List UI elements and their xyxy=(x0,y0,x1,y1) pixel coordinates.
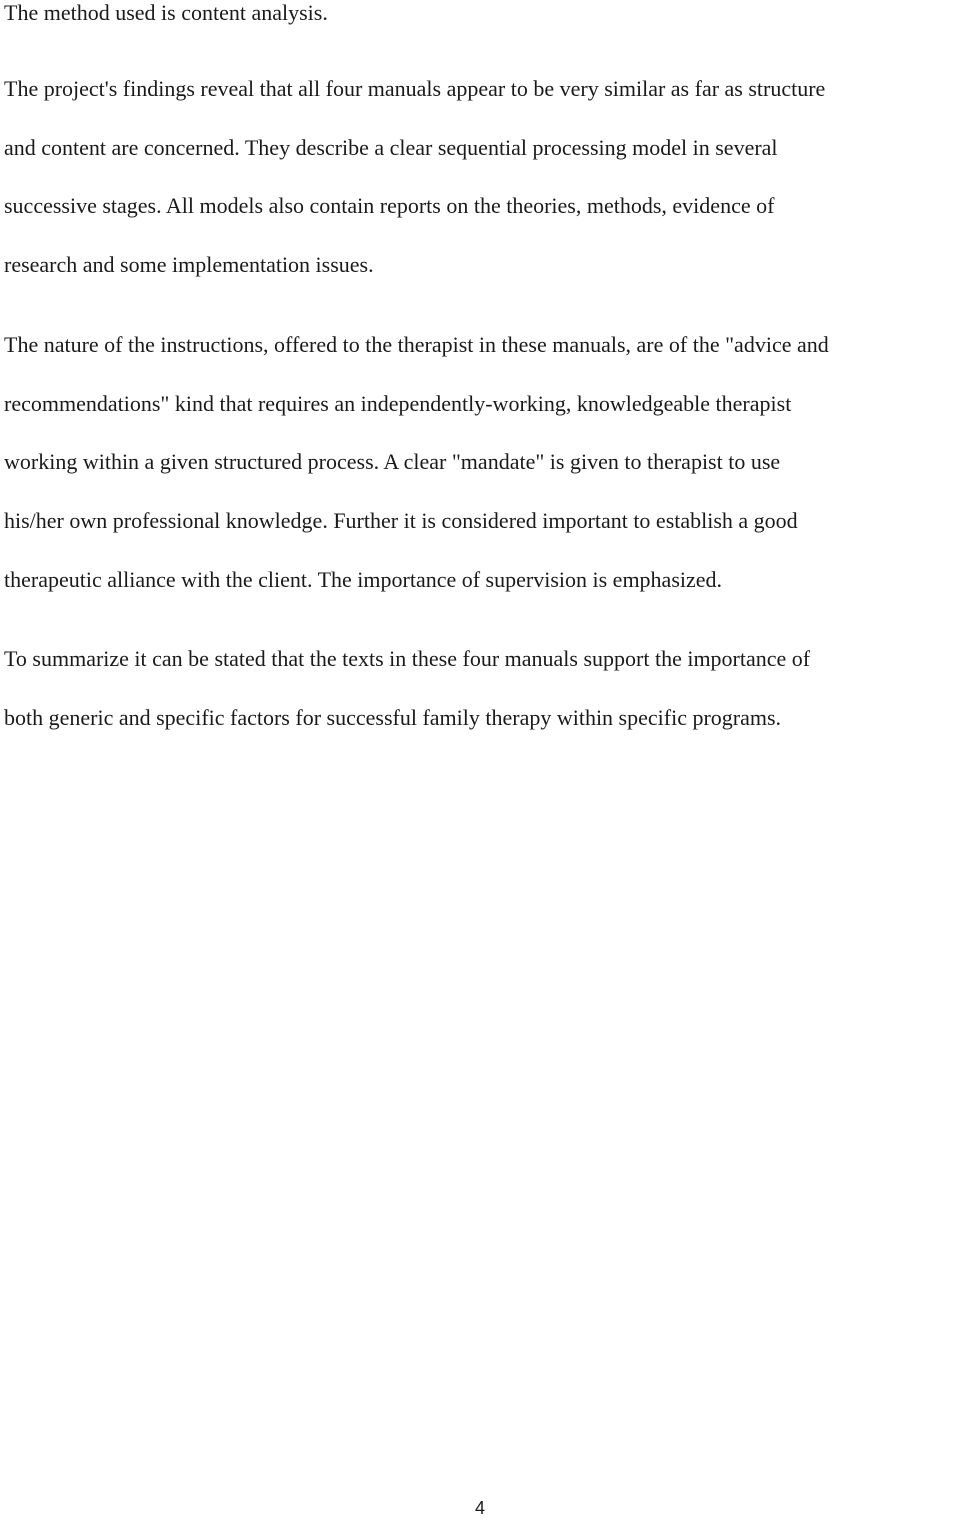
text-line: research and some implementation issues. xyxy=(4,252,374,278)
text-line: his/her own professional knowledge. Further it is considered important to establish a good xyxy=(4,508,798,534)
paragraph-instructions xyxy=(4,316,960,610)
text-line: working within a given structured process. A clear "mandate" is given to therapist to use xyxy=(4,449,781,475)
text-line: The nature of the instructions, offered to the therapist in these manuals, are of the "advice and xyxy=(4,332,829,357)
text-line: To summarize it can be stated that the texts in these four manuals support the importance of xyxy=(4,646,811,671)
paragraph-summary xyxy=(4,630,960,747)
text-line: recommendations" kind that requires an independently-working, knowledgeable therapist xyxy=(4,390,792,416)
paragraph-findings xyxy=(4,60,960,295)
text-line: The project's findings reveal that all four manuals appear to be very similar as far as structure xyxy=(4,76,826,101)
paragraph-method xyxy=(4,0,960,43)
text-line: therapeutic alliance with the client. The importance of supervision is emphasized. xyxy=(4,566,723,592)
text-line: both generic and specific factors for successful family therapy within specific programs. xyxy=(4,704,782,730)
text-line: successive stages. All models also contain reports on the theories, methods, evidence of xyxy=(4,193,775,219)
page-number: 4 xyxy=(474,1498,485,1518)
text-line: and content are concerned. They describe a clear sequential processing model in several xyxy=(4,134,778,160)
text-line: The method used is content analysis. xyxy=(4,0,328,25)
